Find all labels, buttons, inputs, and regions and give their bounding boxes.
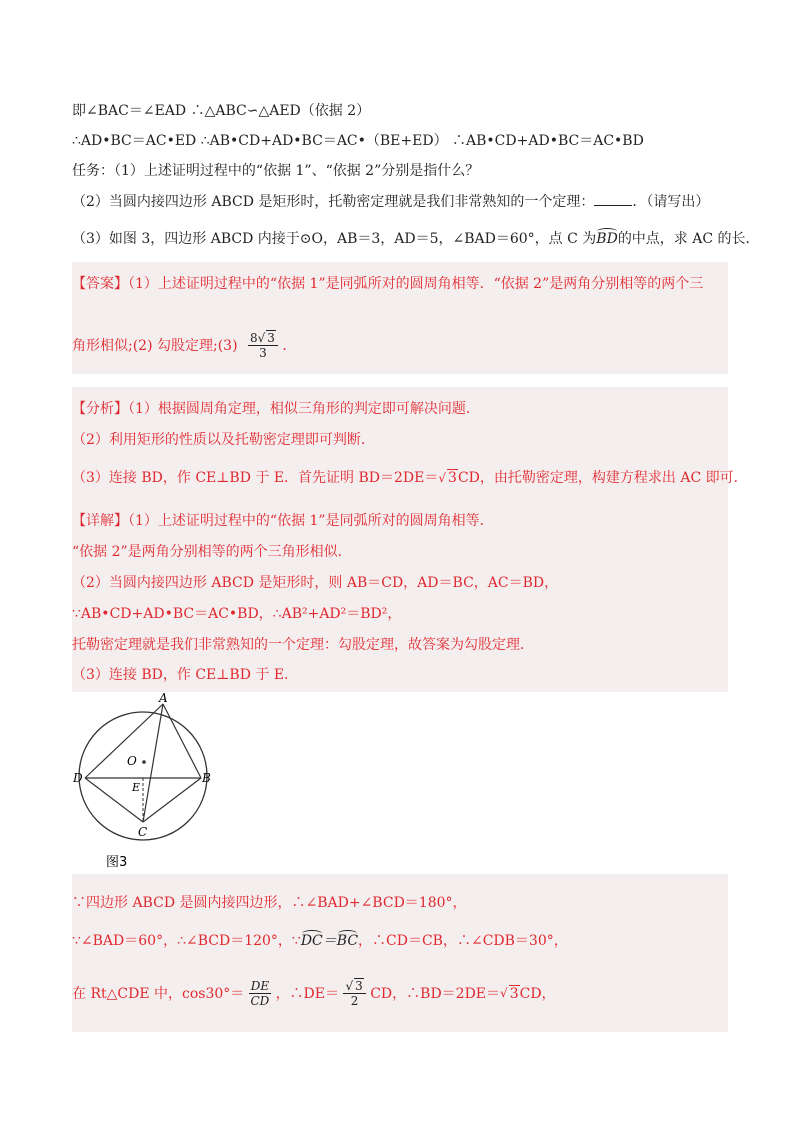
detail-line-3: （2）当圆内接四边形 ABCD 是矩形时，则 AB＝CD，AD＝BC，AC＝BD， [72,575,559,591]
task-question-2-suffix: ．（请写出） [632,194,710,210]
detail-tag: 【详解】 [72,513,128,529]
label-e: E [132,781,141,794]
answer-tag: 【答案】 [72,276,128,292]
detail-line-1 [72,510,494,530]
segment-bc [143,778,201,822]
answer-frac-rad: 3 [267,331,275,345]
detail-line-6: （3）连接 BD，作 CE⊥BD 于 E． [72,667,299,683]
label-a: A [159,692,168,705]
arc-bd: BD [596,231,618,247]
label-b: B [202,771,211,785]
detail-line-9: 在 Rt△CDE 中，cos30°＝ $\frac{DE}{CD}$ ，∴DE＝ $\frac{√ 3}{2}$ CD，∴BD＝2DE＝√ 3CD， [72,978,556,1008]
arc-dc: DC [300,933,323,949]
answer-text-1: （1）上述证明过程中的“依据 1”是同弧所对的圆周角相等．“依据 2”是两角分别相等的两个三 [128,276,704,292]
detail-text-1: （1）上述证明过程中的“依据 1”是同弧所对的圆周角相等． [128,513,494,529]
cos-frac-den: CD [250,993,270,1008]
arc-equation [301,933,358,949]
detail-line-4: ∵AB•CD+AD•BC＝AC•BD，∴AB²+AD²＝BD²， [72,606,402,622]
detail-text-9a: 在 Rt△CDE 中，cos30°＝ [72,986,245,1002]
answer-text-end: ． [282,338,297,354]
task-question-3-suffix: 的中点，求 AC 的长． [617,231,760,247]
label-c: C [138,825,148,839]
cos-frac-num: DE [250,978,270,993]
answer-blank[interactable] [594,193,632,206]
detail-text-9b: ，∴DE＝ [275,986,340,1002]
detail-text-9c: CD，∴BD＝2DE＝ [370,986,501,1002]
detail-line-8 [72,930,568,950]
arc-equals: ＝ [322,933,337,949]
analysis-sqrt: 3 [448,470,457,486]
analysis-text-1: （1）根据圆周角定理，相似三角形的判定即可解决问题． [128,401,480,417]
figure-caption: 图3 [106,855,128,870]
circle-diagram [72,692,214,874]
task-question-3-text: （3）如图 3，四边形 ABCD 内接于⊙O，AB＝3，AD＝5，∠BAD＝60°，点 C 为 [72,231,597,247]
analysis-line-2: （2）利用矩形的性质以及托勒密定理即可判断． [72,432,375,448]
detail-text-8b: ，∴CD＝CB，∴∠CDB＝30°， [358,933,568,949]
arc-bc: BC [336,933,359,949]
answer-frac-den: 3 [259,346,267,360]
task-question-2-text: （2）当圆内接四边形 ABCD 是矩形时，托勒密定理就是我们非常熟知的一个定理： [72,194,595,210]
answer-frac-coef: 8 [250,331,258,345]
de-frac-den: 2 [350,994,359,1008]
answer-line-2 [72,330,296,360]
answer-fraction: $\frac{8√ 3}{3}$ [248,330,278,360]
segment-ab [163,704,201,778]
answer-line-1 [72,273,703,293]
detail-line-2: “依据 2”是两角分别相等的两个三角形相似． [72,544,352,560]
de-frac-rad: 3 [355,979,363,993]
detail-text-8a: ∵∠BAD＝60°，∴∠BCD＝120°，∵ [72,933,301,949]
segment-ac [143,704,163,822]
analysis-tag: 【分析】 [72,401,128,417]
cos-fraction [249,979,271,1008]
task-question-2 [72,191,709,211]
answer-text-2: 角形相似;(2) 勾股定理;(3) [72,338,238,354]
center-point [142,760,146,764]
label-o: O [127,754,137,768]
task-question-1: 任务：（1）上述证明过程中的“依据 1”、“依据 2”分别是指什么？ [72,163,480,179]
analysis-line-3: （3）连接 BD，作 CE⊥BD 于 E．首先证明 BD＝2DE＝√ 3CD，由托勒密定理，构建方程求出 AC 即可． [72,470,748,486]
figure-3 [72,692,214,874]
detail-line-5: 托勒密定理就是我们非常熟知的一个定理：勾股定理，故答案为勾股定理． [72,637,534,653]
proof-line-1: 即∠BAC＝∠EAD ∴△ABC∽△AED（依据 2） [72,103,371,119]
detail-text-9d: CD， [519,986,556,1002]
proof-line-2: ∴AD•BC＝AC•ED ∴AB•CD+AD•BC＝AC•（BE+ED） ∴AB•CD+AD•BC＝AC•BD [72,133,644,149]
label-d: D [73,771,83,785]
analysis-text-3b: CD，由托勒密定理，构建方程求出 AC 即可． [457,470,748,486]
analysis-line-1 [72,398,480,418]
analysis-text-3a: （3）连接 BD，作 CE⊥BD 于 E．首先证明 BD＝2DE＝ [72,470,439,486]
detail-sqrt-9: 3 [509,985,519,1002]
detail-line-7: ∵四边形 ABCD 是圆内接四边形，∴∠BAD+∠BCD＝180°， [72,895,467,911]
de-fraction: $\frac{√ 3}{2}$ [343,978,365,1008]
task-question-3 [72,228,760,248]
